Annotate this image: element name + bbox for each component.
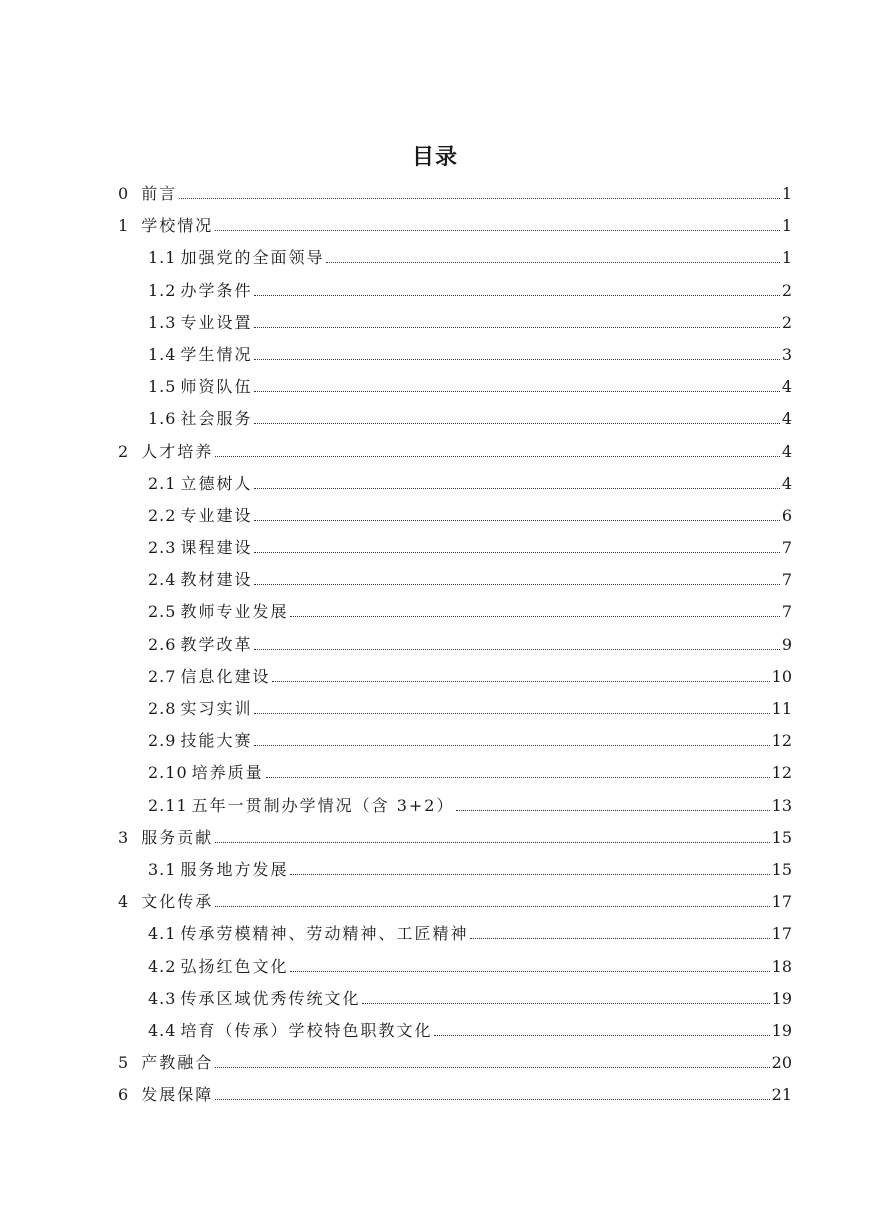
toc-entry-number: 2.9 [148,731,177,751]
toc-entry[interactable] [118,471,792,503]
toc-entry-page-number: 17 [771,892,792,912]
toc-entry[interactable] [118,696,792,728]
toc-entry-title: 服务地方发展 [180,859,289,879]
toc-entry-page-number: 13 [771,795,792,815]
toc-dot-leader [470,938,769,939]
toc-entry-number: 4.3 [148,988,177,1008]
toc-dot-leader [254,584,779,585]
toc-entry[interactable] [118,213,792,245]
toc-entry-page-number: 7 [781,602,792,622]
toc-entry-number: 4.1 [148,924,177,944]
toc-entry-number: 4 [118,892,130,912]
toc-entry-number: 2.5 [148,602,177,622]
toc-entry-number: 4.2 [148,956,177,976]
toc-list [118,181,792,1114]
toc-dot-leader [254,552,779,553]
toc-entry-number: 1.2 [148,280,177,300]
toc-entry-page-number: 3 [781,344,792,364]
toc-entry-page-number: 15 [771,859,792,879]
toc-entry-title: 专业设置 [180,312,253,332]
toc-entry-number: 1.1 [148,248,177,268]
toc-dot-leader [179,198,780,199]
toc-entry[interactable] [118,310,792,342]
toc-dot-leader [254,391,779,392]
toc-entry-title: 前言 [141,184,178,203]
toc-entry-page-number: 2 [781,280,792,300]
toc-entry-number: 1.3 [148,312,177,332]
toc-entry-title: 服务贡献 [141,827,214,847]
toc-dot-leader [254,745,769,746]
toc-entry-page-number: 12 [771,763,792,783]
toc-entry-number: 3.1 [148,859,177,879]
toc-entry-title: 培育（传承）学校特色职教文化 [180,1020,433,1040]
toc-dot-leader [215,456,780,457]
toc-entry-title: 弘扬红色文化 [180,956,289,976]
toc-entry-page-number: 10 [771,666,792,686]
toc-entry[interactable] [118,278,792,310]
toc-dot-leader [254,649,779,650]
toc-dot-leader [254,295,779,296]
toc-entry[interactable] [118,181,792,213]
toc-entry[interactable] [118,793,792,825]
toc-entry-title: 信息化建设 [180,666,271,686]
toc-dot-leader [215,842,769,843]
toc-entry-number: 2.3 [148,538,177,558]
toc-entry-title: 实习实训 [180,699,253,718]
toc-entry[interactable] [118,1082,792,1114]
toc-entry-page-number: 1 [781,216,792,236]
toc-entry-page-number: 12 [771,731,792,751]
toc-entry-page-number: 6 [781,505,792,525]
toc-entry[interactable] [118,599,792,631]
toc-entry-title: 办学条件 [180,280,253,300]
toc-entry-page-number: 17 [771,924,792,944]
toc-entry-title: 立德树人 [180,473,253,493]
toc-dot-leader [290,616,779,617]
toc-entry-number: 6 [118,1085,130,1105]
toc-entry-title: 教学改革 [180,634,253,654]
toc-entry-number: 2.10 [148,763,188,783]
toc-entry-title: 五年一贯制办学情况（含 3+2） [191,795,455,815]
toc-entry[interactable] [118,503,792,535]
toc-dot-leader [254,327,779,328]
toc-entry-title: 技能大赛 [180,731,253,751]
toc-entry-page-number: 20 [771,1053,792,1073]
toc-entry-number: 1.5 [148,377,177,397]
toc-dot-leader [290,874,769,875]
toc-entry[interactable] [118,567,792,599]
toc-title: 目录 [411,145,458,170]
toc-dot-leader [254,359,779,360]
toc-entry-number: 2.7 [148,666,177,686]
toc-entry-page-number: 2 [781,312,792,332]
toc-entry-number: 1.6 [148,409,177,429]
toc-entry-page-number: 7 [781,570,792,590]
toc-entry-title: 培养质量 [191,763,264,783]
toc-entry-number: 2.2 [148,505,177,525]
toc-dot-leader [254,520,779,521]
toc-entry-page-number: 21 [771,1085,792,1105]
toc-entry-number: 2.1 [148,473,177,493]
toc-dot-leader [272,681,769,682]
toc-entry[interactable] [118,535,792,567]
toc-entry-page-number: 4 [781,441,792,461]
toc-entry-title: 师资队伍 [180,377,253,397]
toc-entry-page-number: 19 [771,1020,792,1040]
toc-entry-number: 3 [118,827,130,847]
toc-entry-page-number: 18 [771,956,792,976]
toc-entry-page-number: 1 [781,248,792,268]
toc-entry[interactable] [118,439,792,471]
toc-entry-title: 教材建设 [180,570,253,590]
toc-entry-number: 1.4 [148,344,177,364]
toc-entry-title: 教师专业发展 [180,602,289,622]
toc-entry[interactable] [118,857,792,889]
toc-dot-leader [215,1099,769,1100]
toc-entry[interactable] [118,825,792,857]
toc-entry-title: 课程建设 [180,538,253,558]
toc-dot-leader [362,1003,769,1004]
toc-entry-page-number: 1 [781,184,792,203]
toc-entry-title: 学校情况 [141,216,214,236]
toc-entry-number: 2.4 [148,570,177,590]
toc-entry[interactable] [118,889,792,921]
toc-entry-number: 0 [118,184,130,203]
toc-entry-page-number: 11 [771,699,792,718]
toc-entry-number: 2 [118,441,130,461]
toc-entry-title: 文化传承 [141,892,214,912]
toc-entry-title: 传承劳模精神、劳动精神、工匠精神 [180,924,469,944]
toc-entry-title: 产教融合 [141,1053,214,1073]
toc-entry[interactable] [118,406,792,438]
toc-entry-number: 2.11 [148,795,188,815]
toc-entry-title: 加强党的全面领导 [180,248,325,268]
toc-dot-leader [254,423,779,424]
toc-entry-number: 5 [118,1053,130,1073]
toc-dot-leader [456,810,769,811]
toc-entry-title: 学生情况 [180,344,253,364]
toc-dot-leader [254,713,769,714]
toc-entry-title: 社会服务 [180,409,253,429]
toc-entry[interactable] [118,728,792,760]
toc-entry-number: 2.6 [148,634,177,654]
toc-entry[interactable] [118,760,792,792]
toc-dot-leader [290,971,769,972]
toc-entry-page-number: 19 [771,988,792,1008]
toc-entry[interactable] [118,986,792,1018]
toc-entry-page-number: 4 [781,409,792,429]
toc-entry[interactable] [118,374,792,406]
toc-entry-page-number: 15 [771,827,792,847]
toc-entry-title: 传承区域优秀传统文化 [180,988,361,1008]
toc-entry-page-number: 9 [781,634,792,654]
toc-entry[interactable] [118,342,792,374]
toc-dot-leader [434,1035,769,1036]
toc-entry-title: 专业建设 [180,505,253,525]
toc-dot-leader [254,488,779,489]
toc-dot-leader [266,777,770,778]
toc-entry[interactable] [118,1018,792,1050]
toc-entry[interactable] [118,921,792,953]
toc-entry[interactable] [118,954,792,986]
toc-entry-title: 人才培养 [141,441,214,461]
toc-dot-leader [215,1067,769,1068]
toc-entry[interactable] [118,245,792,277]
toc-entry-number: 4.4 [148,1020,177,1040]
toc-entry[interactable] [118,664,792,696]
toc-entry-page-number: 4 [781,473,792,493]
toc-entry-number: 1 [118,216,130,236]
toc-entry-title: 发展保障 [141,1085,214,1105]
toc-entry-number: 2.8 [148,699,177,718]
toc-dot-leader [326,262,779,263]
toc-entry[interactable] [118,632,792,664]
toc-dot-leader [215,230,780,231]
toc-dot-leader [215,906,769,907]
toc-entry-page-number: 4 [781,377,792,397]
toc-entry-page-number: 7 [781,538,792,558]
toc-entry[interactable] [118,1050,792,1082]
